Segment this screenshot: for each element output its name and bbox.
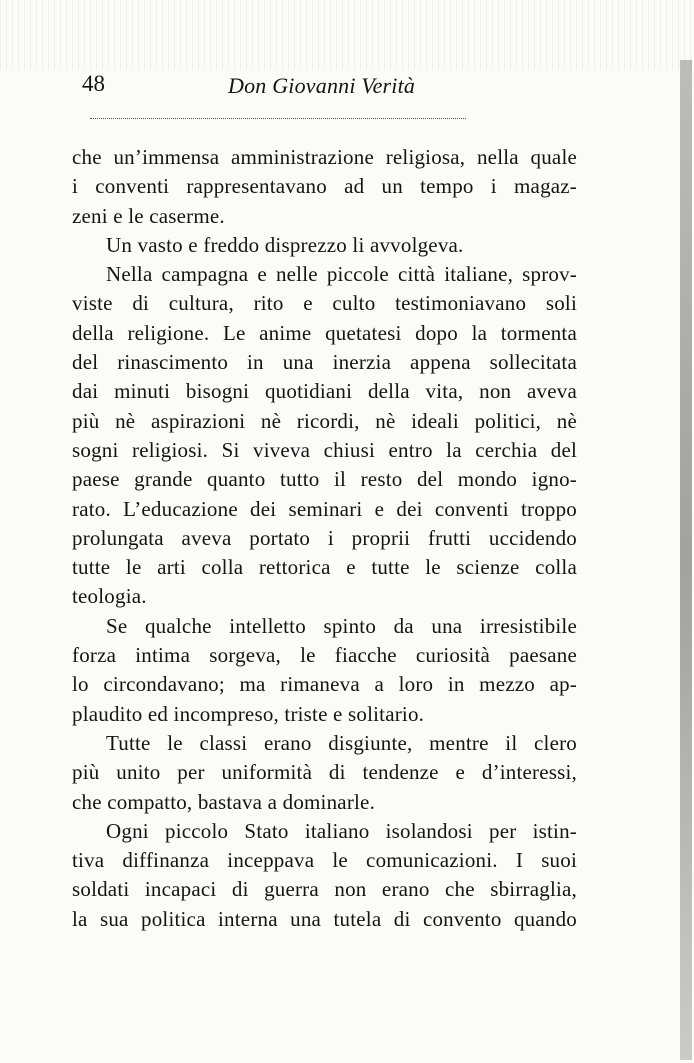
text-line: sogni religiosi. Si viveva chiusi entro la cerchia del bbox=[72, 437, 577, 462]
header-rule bbox=[90, 118, 466, 119]
page-header bbox=[70, 70, 570, 110]
text-line: la sua politica interna una tutela di convento quando bbox=[72, 906, 577, 931]
text-line: che compatto, bastava a dominarle. bbox=[72, 789, 376, 814]
text-line: della religione. Le anime quetatesi dopo la tormenta bbox=[72, 320, 577, 345]
text-line: paese grande quanto tutto il resto del mondo igno- bbox=[72, 467, 577, 492]
text-line: viste di cultura, rito e culto testimoniavano soli bbox=[72, 291, 577, 316]
text-line: soldati incapaci di guerra non erano che sbirraglia, bbox=[72, 877, 577, 902]
running-title: Don Giovanni Verità bbox=[228, 73, 416, 98]
text-line: prolungata aveva portato i proprii frutti uccidendo bbox=[72, 525, 577, 550]
text-line: Ogni piccolo Stato italiano isolandosi per istin- bbox=[106, 818, 577, 843]
text-line: che un’immensa amministrazione religiosa, nella quale bbox=[72, 145, 577, 169]
text-line: del rinascimento in una inerzia appena sollecitata bbox=[72, 350, 577, 375]
text-line: più nè aspirazioni nè ricordi, nè ideali politici, nè bbox=[72, 408, 577, 433]
text-line: più unito per uniformità di tendenze e d’interessi, bbox=[72, 760, 577, 785]
text-line: tutte le arti colla rettorica e tutte le scienze colla bbox=[72, 555, 577, 580]
page-number: 48 bbox=[82, 71, 105, 96]
page-text bbox=[72, 143, 577, 934]
text-line: tiva diffinanza inceppava le comunicazioni. I suoi bbox=[72, 848, 577, 873]
text-line: teologia. bbox=[72, 584, 147, 609]
text-line: Se qualche intelletto spinto da una irresistibile bbox=[106, 613, 577, 638]
text-line: i conventi rappresentavano ad un tempo i magaz- bbox=[72, 174, 577, 199]
scan-noise-top bbox=[0, 0, 694, 70]
scan-edge-right bbox=[680, 60, 692, 1060]
text-line: rato. L’educazione dei seminari e dei conventi troppo bbox=[72, 496, 577, 521]
text-line: zeni e le caserme. bbox=[72, 203, 225, 228]
text-line: dai minuti bisogni quotidiani della vita, non aveva bbox=[72, 379, 577, 404]
text-line: plaudito ed incompreso, triste e solitario. bbox=[72, 701, 425, 726]
text-line: forza intima sorgeva, le fiacche curiosità paesane bbox=[72, 643, 577, 668]
text-line: Tutte le classi erano disgiunte, mentre il clero bbox=[106, 730, 577, 755]
text-line: lo circondavano; ma rimaneva a loro in mezzo ap- bbox=[72, 672, 577, 697]
text-line: Un vasto e freddo disprezzo li avvolgeva. bbox=[106, 232, 464, 257]
text-line: Nella campagna e nelle piccole città italiane, sprov- bbox=[106, 262, 577, 287]
